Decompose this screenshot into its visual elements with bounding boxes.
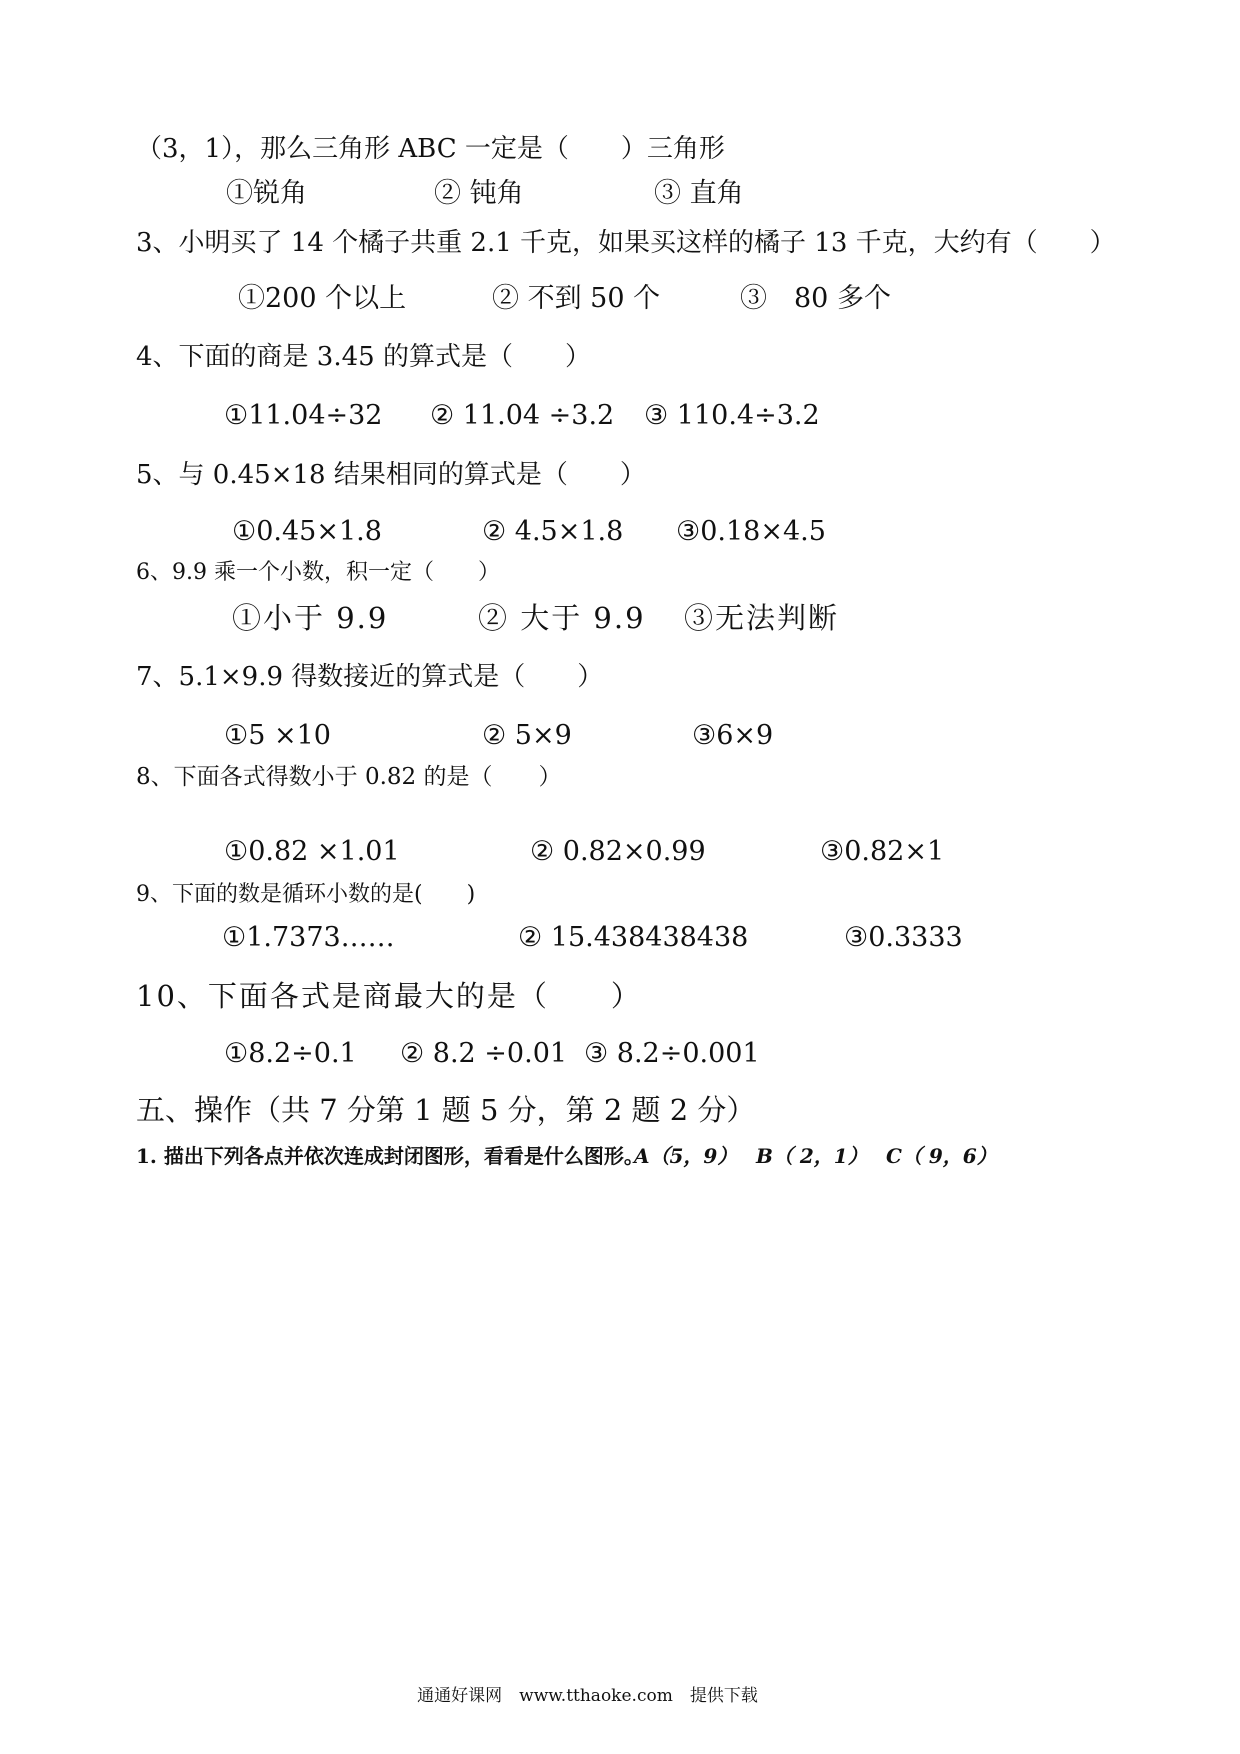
section-5-item-1-text: 1. 描出下列各点并依次连成封闭图形，看看是什么图形。 (136, 1144, 644, 1168)
q9-stem: 9、下面的数是循环小数的是( ) (136, 882, 476, 907)
q9-option-2[interactable]: ② 15.438438438 (518, 922, 749, 953)
q3-option-3[interactable]: ③ 80 多个 (740, 283, 891, 314)
q6-option-1[interactable]: ①小于 9.9 (232, 601, 389, 635)
section-5-title: 五、操作（共 7 分第 1 题 5 分，第 2 题 2 分） (136, 1093, 756, 1127)
q9-option-3[interactable]: ③0.3333 (844, 922, 963, 953)
q4-options (0, 402, 1240, 434)
q8-option-2[interactable]: ② 0.82×0.99 (530, 836, 706, 867)
q10-option-3[interactable]: ③ 8.2÷0.001 (584, 1038, 760, 1069)
q3-option-1[interactable]: ①200 个以上 (238, 283, 407, 314)
point-a: A（5，9） (634, 1144, 738, 1168)
q10-options (0, 1040, 1240, 1072)
q2-option-2[interactable]: ② 钝角 (434, 178, 524, 209)
q9-option-1[interactable]: ①1.7373…… (222, 922, 395, 953)
point-c: C（ 9，6） (886, 1144, 997, 1168)
q2-option-3[interactable]: ③ 直角 (654, 178, 744, 209)
q3-stem: 3、小明买了 14 个橘子共重 2.1 千克，如果买这样的橘子 13 千克，大约有（ ） (136, 228, 1116, 258)
q4-option-3[interactable]: ③ 110.4÷3.2 (644, 400, 820, 431)
q6-option-3[interactable]: ③无法判断 (684, 601, 840, 635)
q4-stem: 4、下面的商是 3.45 的算式是（ ） (136, 342, 591, 372)
q8-options (0, 838, 1240, 870)
section-5-item-1 (136, 1146, 1136, 1172)
q5-option-1[interactable]: ①0.45×1.8 (232, 516, 382, 547)
q6-options (0, 601, 1240, 638)
q5-option-2[interactable]: ② 4.5×1.8 (482, 516, 624, 547)
q2-options (0, 180, 1240, 212)
q6-option-2[interactable]: ② 大于 9.9 (478, 601, 646, 635)
q9-options (0, 924, 1240, 956)
q7-option-3[interactable]: ③6×9 (692, 720, 774, 751)
q5-option-3[interactable]: ③0.18×4.5 (676, 516, 826, 547)
footer-credit: 通通好课网 www.tthaoke.com 提供下载 (417, 1686, 758, 1706)
point-b: B（ 2，1） (756, 1144, 868, 1168)
q10-stem: 10、下面各式是商最大的是（ ） (136, 979, 642, 1013)
q4-option-1[interactable]: ①11.04÷32 (224, 400, 383, 431)
q8-stem: 8、下面各式得数小于 0.82 的是（ ） (136, 764, 562, 790)
q6-stem: 6、9.9 乘一个小数，积一定（ ） (136, 560, 500, 585)
q8-option-1[interactable]: ①0.82 ×1.01 (224, 836, 400, 867)
q10-option-1[interactable]: ①8.2÷0.1 (224, 1038, 357, 1069)
q7-stem: 7、5.1×9.9 得数接近的算式是（ ） (136, 662, 604, 692)
q5-stem: 5、与 0.45×18 结果相同的算式是（ ） (136, 460, 646, 490)
q7-option-1[interactable]: ①5 ×10 (224, 720, 331, 751)
q4-option-2[interactable]: ② 11.04 ÷3.2 (430, 400, 615, 431)
q2-continuation: （3，1），那么三角形 ABC 一定是（ ）三角形 (136, 134, 725, 164)
q5-options (0, 518, 1240, 550)
q7-options (0, 722, 1240, 754)
q10-option-2[interactable]: ② 8.2 ÷0.01 (400, 1038, 568, 1069)
q3-options (0, 285, 1240, 317)
q3-option-2[interactable]: ② 不到 50 个 (492, 283, 661, 314)
q2-option-1[interactable]: ①锐角 (226, 178, 307, 209)
q8-option-3[interactable]: ③0.82×1 (820, 836, 945, 867)
q7-option-2[interactable]: ② 5×9 (482, 720, 572, 751)
